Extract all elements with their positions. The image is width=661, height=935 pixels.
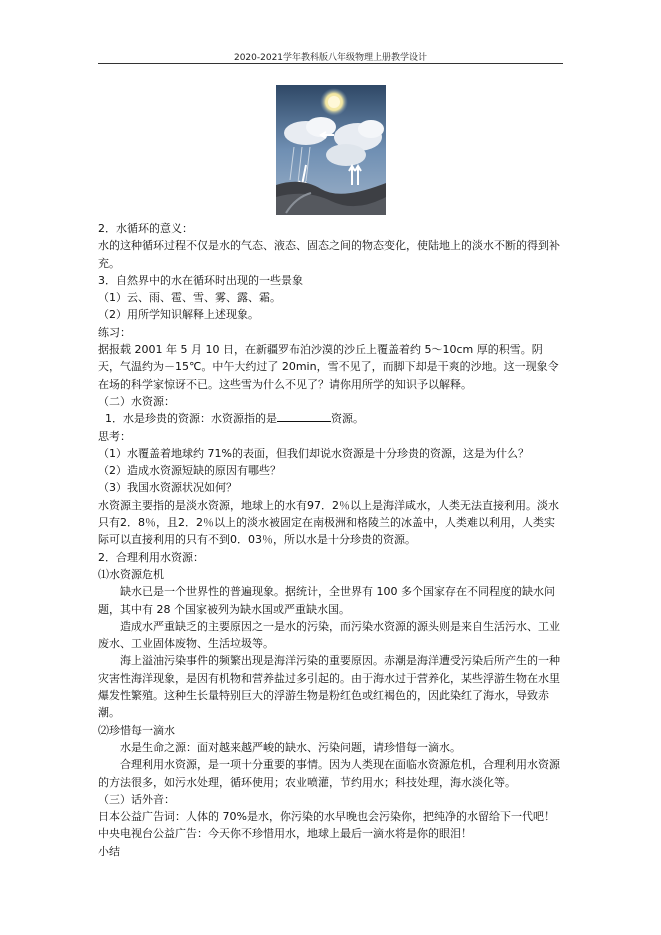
- header-divider: [98, 63, 563, 64]
- heading-summary: 小结: [98, 844, 120, 858]
- fill-blank-text: 1．水是珍贵的资源：水资源指的是: [105, 412, 277, 426]
- paragraph: 水的这种循环过程不仅是水的气态、液态、固态之间的物态变化，使陆地上的淡水不断的得到补充。: [98, 239, 560, 270]
- paragraph: 日本公益广告词：人体的 70%是水，你污染的水早晚也会污染你，把纯净的水留给下一代吧！: [98, 810, 555, 824]
- paragraph: 造成水严重缺乏的主要原因之一是水的污染，而污染水资源的源头则是来自生活污水、工业废水、工业固体废物、生活垃圾等。: [98, 619, 560, 651]
- heading-exercise: 练习：: [98, 325, 131, 339]
- list-item: （1）云、雨、雹、雪、雾、露、霜。: [98, 291, 281, 305]
- water-cycle-illustration: [276, 85, 386, 215]
- paragraph: 合理利用水资源，是一项十分重要的事情。因为人类现在面临水资源危机，合理利用水资源的方法很多，如污水处理，循环使用；农业喷灌，节约用水；科技处理，海水淡化等。: [98, 758, 560, 789]
- list-item: （2）用所学知识解释上述现象。: [98, 308, 259, 322]
- heading-think: 思考：: [98, 429, 131, 443]
- heading-rational-use: 2．合理利用水资源：: [98, 550, 204, 564]
- heading-phenomena: 3．自然界中的水在循环时出现的一些景象: [98, 273, 303, 287]
- subheading-cherish-water: ⑵珍惜每一滴水: [98, 723, 175, 737]
- fill-blank-line: [98, 410, 564, 427]
- page-header: 2020-2021学年教科版八年级物理上册教学设计: [233, 53, 428, 63]
- paragraph: 中央电视台公益广告：今天你不珍惜用水，地球上最后一滴水将是你的眼泪！: [98, 827, 472, 841]
- heading-water-resources: （二）水资源：: [98, 394, 175, 408]
- fill-blank-text-end: 资源。: [331, 412, 364, 426]
- paragraph: 水资源主要指的是淡水资源，地球上的水有97．2％以上是海洋咸水，人类无法直接利用。淡水只有2．8％，且2．2％以上的淡水被固定在南极洲和格陵兰的冰盖中，人类难以利用，人类实际可以直接利用的只有不到0．03％，所以水是十分珍贵的资源。: [98, 498, 559, 547]
- paragraph: 据报载 2001 年 5 月 10 日，在新疆罗布泊沙漠的沙丘上覆盖着约 5～10cm 厚的积雪。阴天，气温约为－15℃。中午大约过了 20min，雪不见了，而脚下却是干爽的沙地。这一现象令在场的科学家惊讶不已。这些雪为什么不见了？请你用所学的知识予以解释。: [98, 343, 559, 391]
- question-item: （3）我国水资源状况如何？: [98, 481, 237, 495]
- subheading-crisis: ⑴水资源危机: [98, 567, 164, 581]
- lesson-body: [98, 220, 564, 860]
- answer-blank: [277, 411, 331, 422]
- heading-extra: （三）话外音：: [98, 792, 175, 806]
- heading-water-cycle-meaning: 2．水循环的意义：: [98, 222, 193, 235]
- paragraph: 缺水已是一个世界性的普遍现象。据统计，全世界有 100 多个国家存在不同程度的缺水问题，其中有 28 个国家被列为缺水国或严重缺水国。: [98, 585, 555, 616]
- question-item: （1）水覆盖着地球约 71%的表面，但我们却说水资源是十分珍贵的资源，这是为什么？: [98, 446, 529, 460]
- question-item: （2）造成水资源短缺的原因有哪些？: [98, 464, 281, 478]
- paragraph: 海上溢油污染事件的频繁出现是海洋污染的重要原因。赤潮是海洋遭受污染后所产生的一种灾害性海洋现象，是因有机物和营养盐过多引起的。由于海水过于营养化，某些浮游生物在水里爆发性繁殖。这种生长量特别巨大的浮游生物是粉红色或红褐色的，因此染红了海水，导致赤潮。: [98, 654, 560, 720]
- water-cycle-image: [276, 85, 386, 215]
- paragraph: 水是生命之源：面对越来越严峻的缺水、污染问题，请珍惜每一滴水。: [120, 740, 461, 754]
